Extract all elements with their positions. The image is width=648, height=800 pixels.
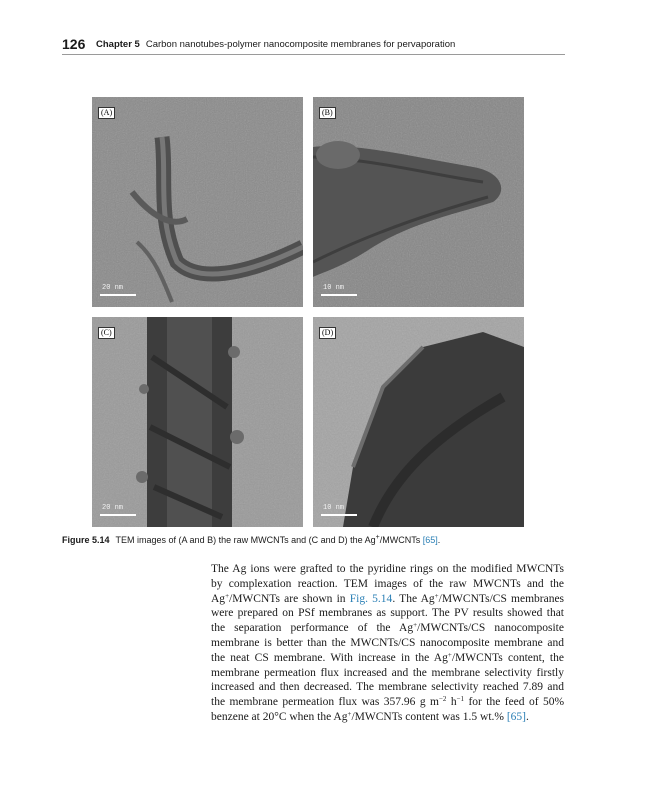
superscript: + [447, 650, 452, 659]
superscript: −2 [438, 695, 447, 704]
tem-panel-b [313, 97, 524, 307]
tem-image-c [92, 317, 303, 527]
chapter-title: Carbon nanotubes-polymer nanocomposite membranes for pervaporation [145, 39, 456, 50]
tem-panel-c [92, 317, 303, 527]
body-paragraph [211, 562, 564, 725]
chapter-label: Chapter 5 [96, 39, 140, 50]
figure-caption [62, 534, 565, 546]
superscript: −1 [456, 695, 465, 704]
body-text: /MWCNTs are shown in [229, 592, 346, 605]
citation-link[interactable]: [65] [506, 710, 527, 723]
figure-reference-link[interactable]: Fig. 5.14 [349, 592, 393, 605]
tem-image-a [92, 97, 303, 307]
body-text: /MWCNTs/CS nanocomposite membrane is better than the MWCNTs/CS nanocomposite membrane and the neat CS membrane. With increase in the Ag [211, 622, 564, 664]
tem-panel-d [313, 317, 524, 527]
tem-image-b [313, 97, 524, 307]
caption-reference-link[interactable]: [65] [422, 535, 438, 545]
scale-label: 20 nm [102, 284, 124, 292]
body-text: /MWCNTs/CS membranes were prepared on PSf membranes as support. The PV results showed that the separation performance of the Ag [211, 592, 565, 635]
body-text: /MWCNTs content, the membrane permeation flux increased and the membrane selectivity firstly increased and then decreased. The membrane selectivity reached 7.89 and the membrane permeation flux was 357.96 g m [211, 651, 564, 709]
caption-text: /MWCNTs [379, 535, 421, 545]
running-title [96, 39, 455, 51]
scale-bar-line [321, 514, 357, 516]
scale-bar [100, 504, 136, 516]
body-text: . [526, 710, 529, 723]
figure-label: Figure 5.14 [62, 535, 110, 545]
scale-label: 10 nm [323, 504, 345, 512]
body-text: /MWCNTs content was 1.5 wt.% [351, 710, 504, 723]
scale-label: 20 nm [102, 504, 124, 512]
panel-label: (B) [319, 107, 336, 119]
scale-bar [321, 284, 357, 296]
scale-bar [100, 284, 136, 296]
caption-end: . [437, 535, 441, 545]
body-text: The Ag ions were grafted to the pyridine rings on the modified MWCNTs by complexation reaction. TEM images of the raw MWCNTs and the Ag [211, 563, 564, 605]
superscript: + [434, 591, 439, 600]
page-number: 126 [62, 36, 86, 52]
scale-bar [321, 504, 357, 516]
body-text: for the feed of 50% benzene at 20°C when the Ag [211, 696, 565, 723]
superscript: + [413, 621, 418, 630]
tem-panel-a [92, 97, 303, 307]
panel-label: (A) [98, 107, 115, 119]
scale-bar-line [321, 294, 357, 296]
running-header [62, 36, 565, 55]
body-text: h [450, 696, 457, 709]
caption-superscript: + [375, 534, 380, 541]
scale-bar-line [100, 294, 136, 296]
panel-label: (C) [98, 327, 115, 339]
scale-label: 10 nm [323, 284, 345, 292]
superscript: + [347, 709, 352, 718]
superscript: + [225, 591, 230, 600]
tem-image-d [313, 317, 524, 527]
scale-bar-line [100, 514, 136, 516]
body-text: . The Ag [392, 592, 435, 605]
caption-text: TEM images of (A and B) the raw MWCNTs and (C and D) the Ag [115, 535, 376, 545]
panel-label: (D) [319, 327, 336, 339]
